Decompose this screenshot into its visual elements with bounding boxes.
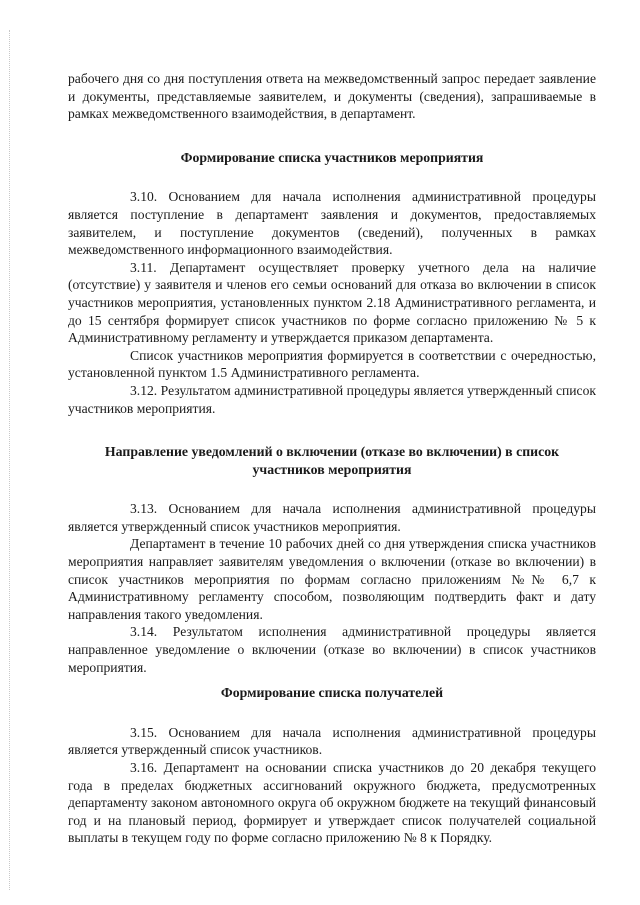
intro-paragraph: рабочего дня со дня поступления ответа на межведомственный запрос передает заявление и документы, представляемые заявителем, и документы (сведения), запрашиваемые в рамках межведомственного взаимодействия, в департамент. — [68, 71, 596, 122]
paragraph-list-order: Список участников мероприятия формируется в соответствии с очередностью, установленной пунктом 1.5 Административного регламента. — [68, 347, 596, 381]
section-heading-recipients-list: Формирование списка получателей — [220, 685, 444, 701]
paragraph-3-14: 3.14. Результатом исполнения административной процедуры является направленное уведомление о включении (отказе во включении) в список участников мероприятия. — [68, 624, 596, 675]
paragraph-3-12: 3.12. Результатом административной процедуры является утвержденный список участников мероприятия. — [68, 382, 596, 416]
section-heading-notifications: Направление уведомлений о включении (отказе во включении) в список участников мероприятия — [104, 444, 560, 477]
paragraph-3-16: 3.16. Департамент на основании списка участников до 20 декабря текущего года в пределах бюджетных ассигнований окружного бюджета, предусмотренных департаменту законом автономного округа об окружном бюджете на текущий финансовый год и на плановый период, формирует и утверждает список получателей социальной выплаты в текущем году по форме согласно приложению № 8 к Порядку. — [68, 760, 596, 846]
paragraph-notification-terms: Департамент в течение 10 рабочих дней со дня утверждения списка участников мероприятия направляет заявителям уведомления о включении (отказе во включении) в список участников мероприятия по формам согласно приложениям №№ 6,7 к Административному регламенту способом, позволяющим подтвердить факт и дату направления такого уведомления. — [68, 536, 596, 622]
paragraph-3-15: 3.15. Основанием для начала исполнения административной процедуры является утвержденный список участников. — [68, 724, 596, 758]
scan-edge-marks — [9, 30, 11, 890]
paragraph-3-13: 3.13. Основанием для начала исполнения административной процедуры является утвержденный список участников мероприятия. — [68, 501, 596, 534]
document-body — [68, 70, 596, 847]
section-heading-participants-list: Формирование списка участников мероприятия — [180, 149, 484, 165]
paragraph-3-10: 3.10. Основанием для начала исполнения административной процедуры является поступление в департамент заявления и документов, предоставляемых заявителем, и поступление документов (сведений), полученных в рамках межведомственного информационного взаимодействия. — [68, 189, 596, 258]
paragraph-3-11: 3.11. Департамент осуществляет проверку учетного дела на наличие (отсутствие) у заявителя и членов его семьи оснований для отказа во включении в список участников мероприятия, установленных пунктом 2.18 Административного регламента, и до 15 сентября формирует список участников по форме согласно приложению № 5 к Административному регламенту и утверждается приказом департамента. — [68, 259, 596, 346]
